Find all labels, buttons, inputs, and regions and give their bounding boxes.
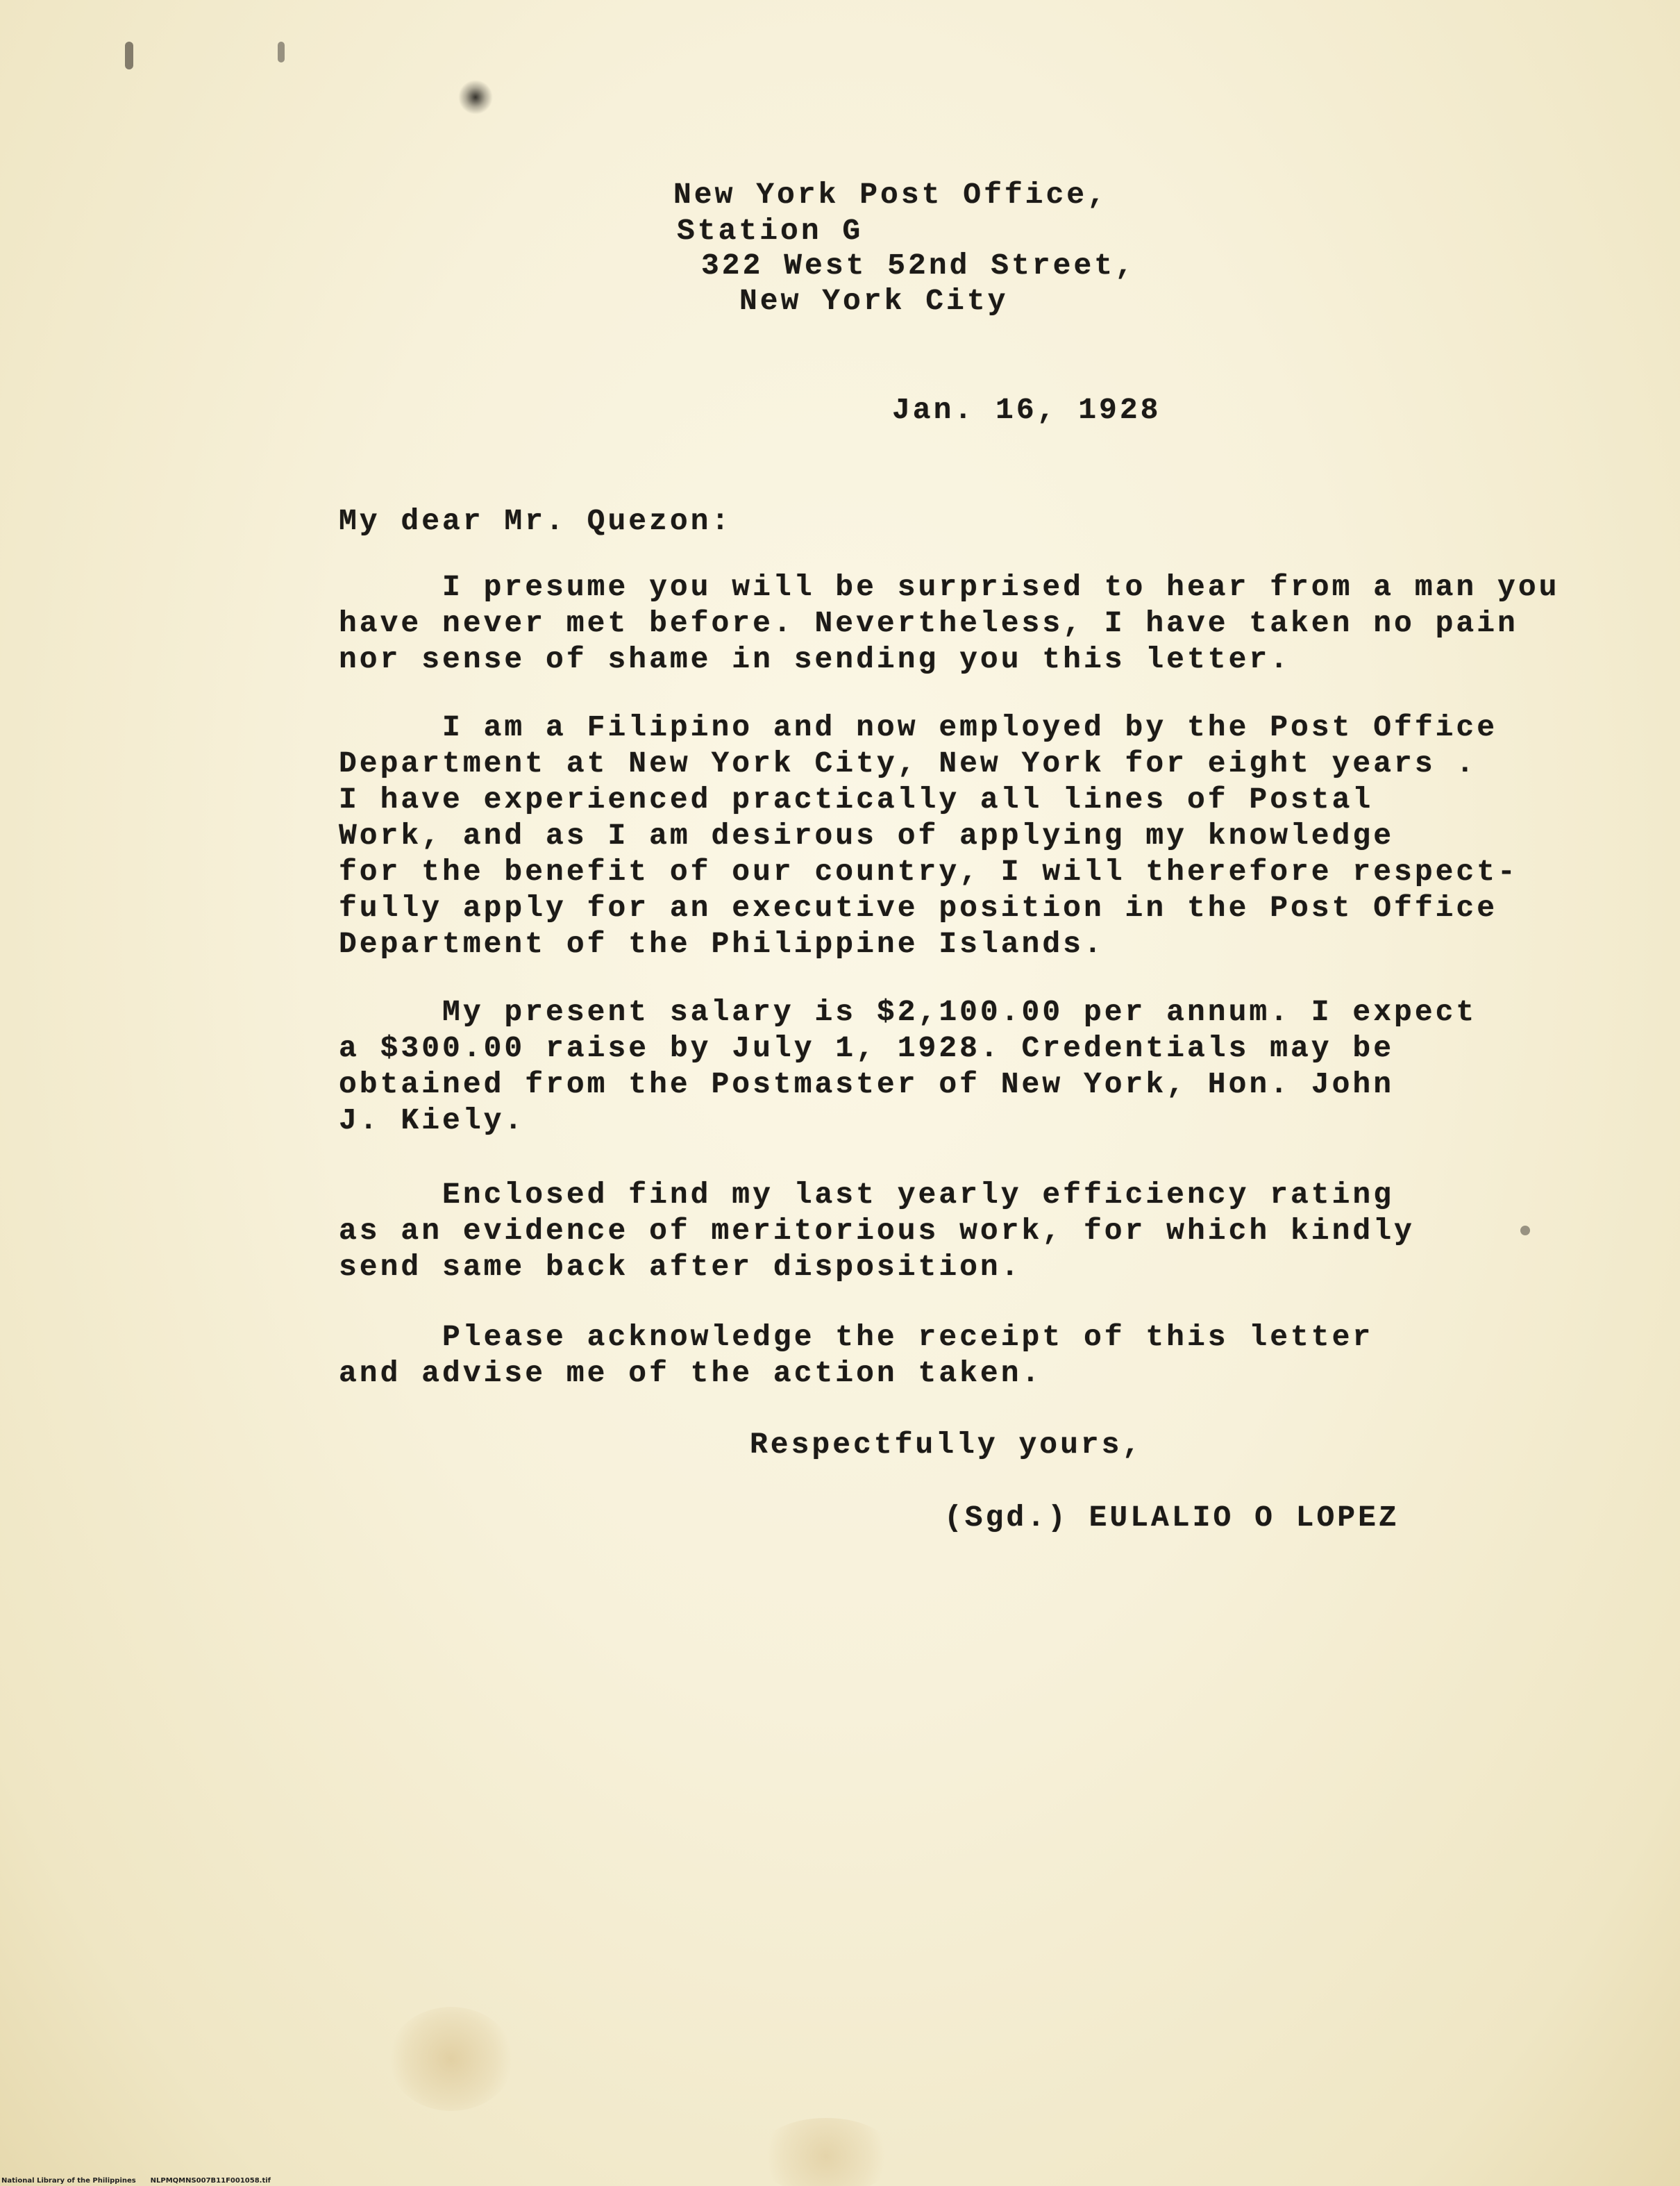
paragraph-line: Please acknowledge the receipt of this letter <box>339 1320 1374 1354</box>
body-paragraph-3 <box>339 994 1623 1139</box>
paper-stain <box>389 2007 514 2111</box>
paper-stain <box>458 80 493 115</box>
paragraph-line: nor sense of shame in sending you this letter. <box>339 642 1291 676</box>
paragraph-line: send same back after disposition. <box>339 1250 1022 1284</box>
paper-stain <box>757 2118 896 2186</box>
archive-name: National Library of the Philippines <box>1 2177 136 2185</box>
paragraph-line: for the benefit of our country, I will therefore respect- <box>339 855 1518 889</box>
body-paragraph-4 <box>339 1177 1623 1285</box>
paragraph-line: as an evidence of meritorious work, for which kindly <box>339 1214 1415 1248</box>
paragraph-line: and advise me of the action taken. <box>339 1356 1043 1390</box>
body-paragraph-5 <box>339 1319 1623 1392</box>
address-line-4: New York City <box>739 284 1009 318</box>
paragraph-line: fully apply for an executive position in the Post Office <box>339 891 1498 925</box>
paragraph-line: Department at New York City, New York for eight years . <box>339 746 1477 781</box>
body-paragraph-1 <box>339 569 1623 678</box>
salutation: My dear Mr. Quezon: <box>339 504 732 538</box>
paragraph-line: I have experienced practically all lines of Postal <box>339 783 1374 817</box>
paper-stain <box>278 42 285 62</box>
paragraph-line: Enclosed find my last yearly efficiency rating <box>339 1178 1395 1212</box>
address-line-1: New York Post Office, <box>673 178 1108 212</box>
paragraph-line: obtained from the Postmaster of New York, Hon. John <box>339 1067 1395 1101</box>
paragraph-line: have never met before. Nevertheless, I have taken no pain <box>339 606 1518 640</box>
paragraph-line: J. Kiely. <box>339 1103 526 1137</box>
paragraph-line: I presume you will be surprised to hear from a man you <box>339 570 1560 604</box>
paragraph-line: I am a Filipino and now employed by the Post Office <box>339 710 1498 744</box>
signature: (Sgd.) EULALIO O LOPEZ <box>944 1501 1400 1535</box>
paper-stain <box>125 42 133 69</box>
body-paragraph-2 <box>339 710 1623 962</box>
paragraph-line: a $300.00 raise by July 1, 1928. Credentials may be <box>339 1031 1395 1065</box>
address-line-3: 322 West 52nd Street, <box>701 249 1136 283</box>
archive-file-id: NLPMQMNS007B11F001058.tif <box>150 2177 271 2185</box>
paragraph-line: My present salary is $2,100.00 per annum. I expect <box>339 995 1477 1029</box>
paragraph-line: Department of the Philippine Islands. <box>339 927 1104 961</box>
letter-date: Jan. 16, 1928 <box>892 393 1161 427</box>
closing: Respectfully yours, <box>750 1428 1143 1462</box>
address-line-2: Station G <box>677 214 864 248</box>
archive-footer <box>1 2177 271 2185</box>
paragraph-line: Work, and as I am desirous of applying my knowledge <box>339 819 1395 853</box>
